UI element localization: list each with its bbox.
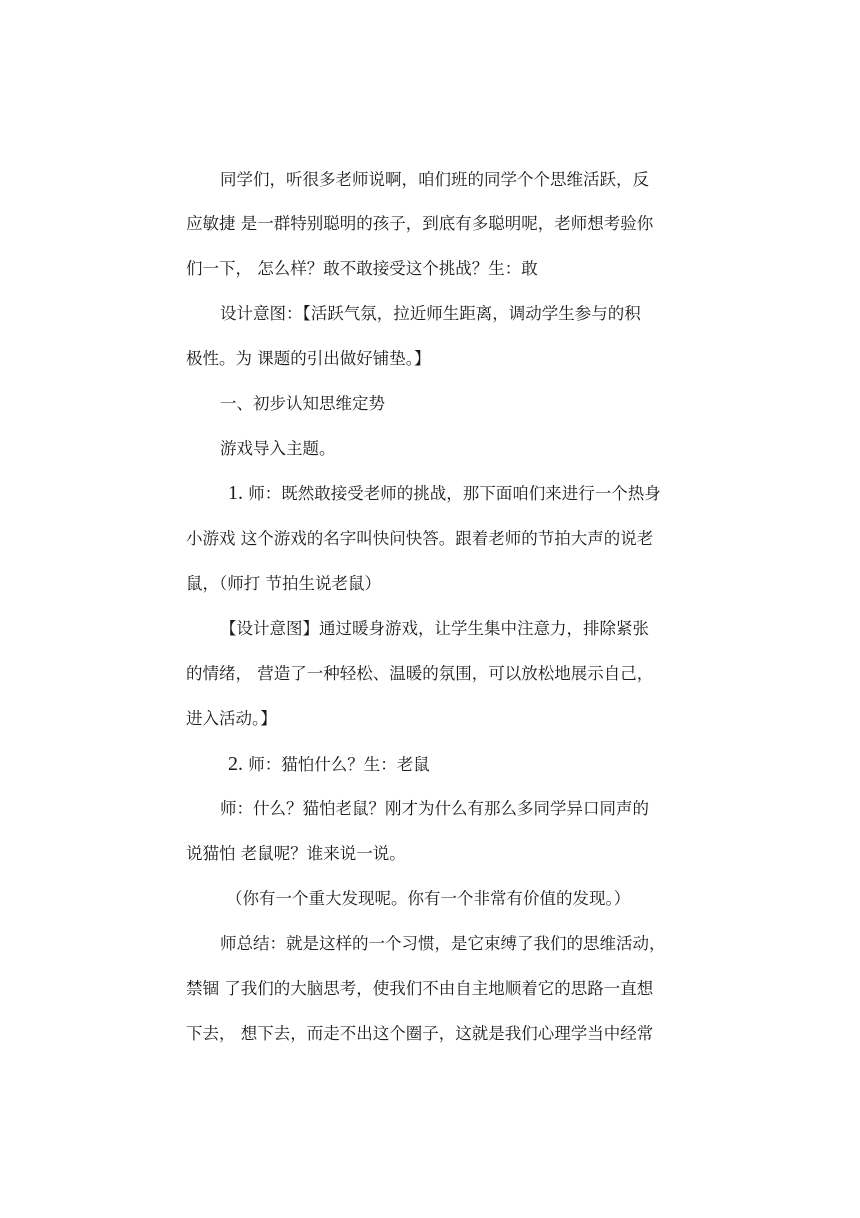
text-line: 【设计意图】通过暖身游戏，让学生集中注意力，排除紧张 (220, 619, 649, 638)
text-line: 师：猫怕什么？生：老鼠 (248, 755, 430, 774)
text-line: 设计意图：【活跃气氛，拉近师生距离，调动学生参与的积 (220, 304, 641, 323)
numbered-item (228, 481, 661, 505)
text-line: 小游戏 这个游戏的名字叫快问快答。跟着老师的节拍大声的说老 (186, 529, 654, 548)
text-line: 极性。为 课题的引出做好铺垫。】 (186, 349, 431, 368)
text-line: 应敏捷 是一群特别聪明的孩子，到底有多聪明呢，老师想考验你 (186, 214, 654, 233)
text-line: 师总结：就是这样的一个习惯，是它束缚了我们的思维活动， (220, 934, 666, 953)
text-line: 鼠，（师打 节拍生说老鼠） (186, 574, 381, 593)
text-line: 进入活动。】 (186, 709, 277, 728)
text-line: 同学们，听很多老师说啊，咱们班的同学个个思维活跃，反 (220, 170, 649, 189)
text-line: 游戏导入主题。 (220, 439, 336, 458)
numbered-item (228, 752, 430, 776)
text-line: 师：既然敢接受老师的挑战，那下面咱们来进行一个热身 (248, 484, 661, 503)
text-line: 的情绪， 营造了一种轻松、温暖的氛围，可以放松地展示自己， (186, 664, 654, 683)
text-line: （你有一个重大发现呢。你有一个非常有价值的发现。） (226, 889, 631, 908)
list-number: 1. (228, 482, 243, 504)
text-line: 们一下， 怎么样？敢不敢接受这个挑战？生：敢 (186, 259, 538, 278)
text-line: 下去， 想下去，而走不出这个圈子，这就是我们心理学当中经常 (186, 1024, 654, 1043)
text-line: 师：什么？猫怕老鼠？刚才为什么有那么多同学异口同声的 (220, 799, 649, 818)
section-heading: 一、初步认知思维定势 (220, 394, 385, 413)
text-line: 说猫怕 老鼠呢？谁来说一说。 (186, 844, 406, 863)
list-number: 2. (228, 753, 243, 775)
text-line: 禁锢 了我们的大脑思考，使我们不由自主地顺着它的思路一直想 (186, 979, 654, 998)
